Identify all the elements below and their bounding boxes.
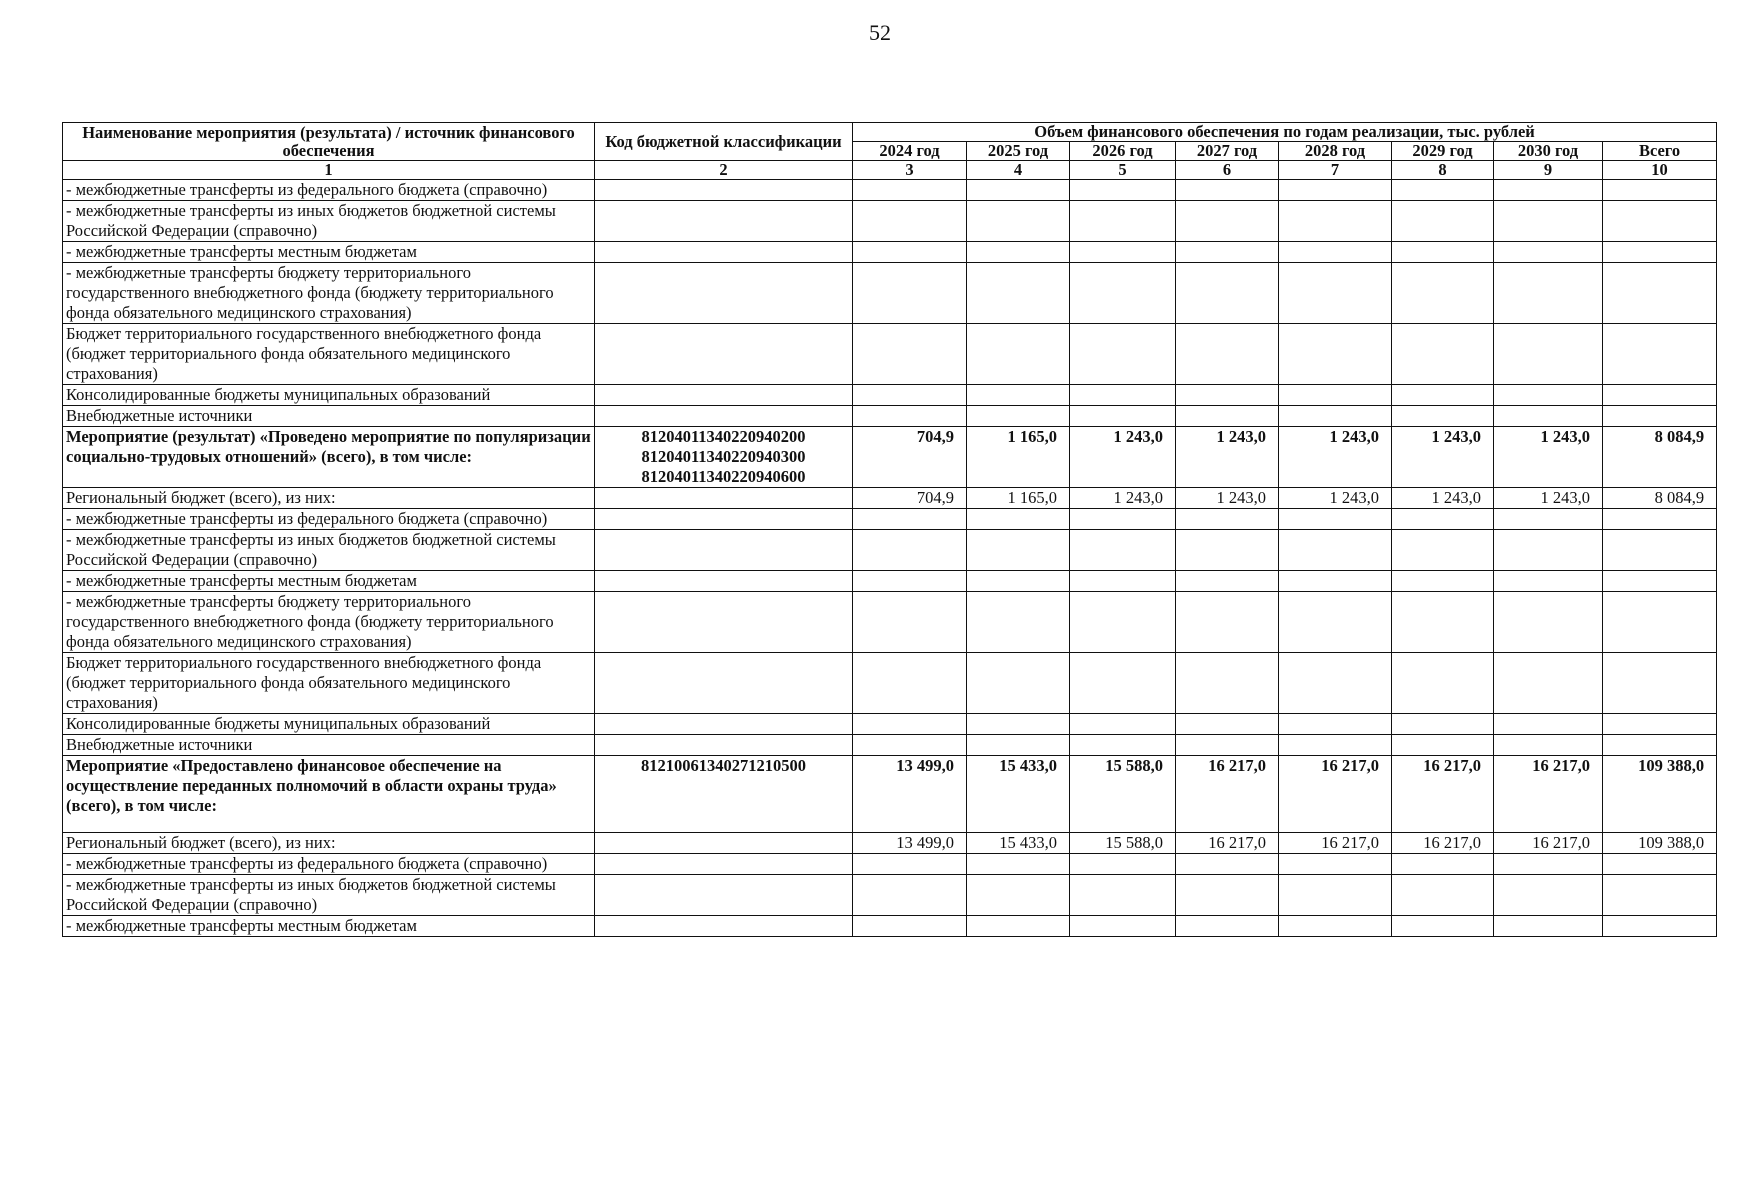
row-name-cell: - межбюджетные трансферты из иных бюджетов бюджетной системы Российской Федерации (справочно): [63, 875, 595, 916]
row-year-value-cell: [1392, 180, 1494, 201]
column-number: 6: [1176, 161, 1279, 180]
row-year-value-cell: [1176, 571, 1279, 592]
row-year-value-cell: [967, 406, 1070, 427]
table-row: [63, 385, 1717, 406]
table-row: [63, 735, 1717, 756]
table-row: [63, 488, 1717, 509]
row-total-cell: [1603, 735, 1717, 756]
row-year-value-cell: [1392, 242, 1494, 263]
row-year-value-cell: [1392, 530, 1494, 571]
row-year-value-cell: [1494, 406, 1603, 427]
row-year-value-cell: 1 243,0: [1176, 427, 1279, 488]
row-name-cell: Мероприятие (результат) «Проведено мероприятие по популяризации социально-трудовых отношений» (всего), в том числе:: [63, 427, 595, 488]
row-code-cell: [595, 406, 853, 427]
row-year-value-cell: 13 499,0: [853, 756, 967, 833]
row-total-cell: [1603, 242, 1717, 263]
row-code-cell: [595, 180, 853, 201]
financing-table: [62, 122, 1717, 937]
row-total-cell: 109 388,0: [1603, 833, 1717, 854]
table-row: [63, 263, 1717, 324]
row-year-value-cell: 16 217,0: [1392, 833, 1494, 854]
row-year-value-cell: [967, 714, 1070, 735]
row-year-value-cell: 1 243,0: [1279, 488, 1392, 509]
row-name-cell: Консолидированные бюджеты муниципальных образований: [63, 385, 595, 406]
row-year-value-cell: [1070, 530, 1176, 571]
row-name-cell: - межбюджетные трансферты местным бюджетам: [63, 242, 595, 263]
row-name-cell: - межбюджетные трансферты местным бюджетам: [63, 571, 595, 592]
row-year-value-cell: [1279, 385, 1392, 406]
row-year-value-cell: [967, 201, 1070, 242]
row-name-cell: - межбюджетные трансферты из иных бюджетов бюджетной системы Российской Федерации (справочно): [63, 201, 595, 242]
header-year: 2027 год: [1176, 142, 1279, 161]
row-year-value-cell: 16 217,0: [1176, 833, 1279, 854]
row-year-value-cell: [1176, 406, 1279, 427]
row-year-value-cell: [1070, 571, 1176, 592]
row-year-value-cell: [853, 242, 967, 263]
row-name-cell: Консолидированные бюджеты муниципальных образований: [63, 714, 595, 735]
row-year-value-cell: [967, 324, 1070, 385]
table-row: [63, 833, 1717, 854]
column-number: 9: [1494, 161, 1603, 180]
row-code-cell: [595, 488, 853, 509]
row-year-value-cell: 1 243,0: [1070, 427, 1176, 488]
row-code-cell: [595, 714, 853, 735]
row-year-value-cell: [967, 875, 1070, 916]
row-code-cell: [595, 875, 853, 916]
row-total-cell: [1603, 385, 1717, 406]
table-header: [63, 123, 1717, 180]
row-year-value-cell: [853, 509, 967, 530]
row-total-cell: [1603, 653, 1717, 714]
row-year-value-cell: [1279, 324, 1392, 385]
column-number: 10: [1603, 161, 1717, 180]
row-year-value-cell: [1176, 875, 1279, 916]
financing-table-container: [62, 122, 1716, 937]
row-year-value-cell: 15 588,0: [1070, 833, 1176, 854]
row-year-value-cell: [1494, 653, 1603, 714]
row-code-cell: [595, 509, 853, 530]
row-year-value-cell: [1279, 854, 1392, 875]
header-year: 2029 год: [1392, 142, 1494, 161]
column-number: 5: [1070, 161, 1176, 180]
row-year-value-cell: 1 243,0: [1392, 427, 1494, 488]
row-year-value-cell: [1279, 735, 1392, 756]
row-year-value-cell: [1279, 714, 1392, 735]
row-total-cell: [1603, 406, 1717, 427]
row-name-cell: Внебюджетные источники: [63, 735, 595, 756]
row-year-value-cell: [1070, 653, 1176, 714]
table-row: [63, 180, 1717, 201]
row-year-value-cell: 704,9: [853, 488, 967, 509]
row-name-cell: Бюджет территориального государственного внебюджетного фонда (бюджет территориального фонда обязательного медицинского страхования): [63, 653, 595, 714]
row-year-value-cell: [1392, 916, 1494, 937]
row-year-value-cell: 1 165,0: [967, 488, 1070, 509]
row-year-value-cell: [853, 653, 967, 714]
row-year-value-cell: [853, 714, 967, 735]
table-row: [63, 714, 1717, 735]
row-total-cell: [1603, 263, 1717, 324]
row-name-cell: Региональный бюджет (всего), из них:: [63, 833, 595, 854]
row-name-cell: Бюджет территориального государственного внебюджетного фонда (бюджет территориального фонда обязательного медицинского страхования): [63, 324, 595, 385]
table-row: [63, 653, 1717, 714]
row-year-value-cell: [1279, 571, 1392, 592]
table-body: [63, 180, 1717, 937]
row-year-value-cell: [1494, 735, 1603, 756]
row-year-value-cell: [1070, 406, 1176, 427]
row-year-value-cell: [1279, 509, 1392, 530]
row-year-value-cell: [1392, 714, 1494, 735]
row-code-cell: [595, 833, 853, 854]
page-number: 52: [869, 20, 891, 45]
table-row: [63, 875, 1717, 916]
row-year-value-cell: [1070, 714, 1176, 735]
row-year-value-cell: [853, 854, 967, 875]
row-year-value-cell: [1070, 180, 1176, 201]
row-year-value-cell: [1176, 201, 1279, 242]
row-total-cell: 109 388,0: [1603, 756, 1717, 833]
row-year-value-cell: [1494, 530, 1603, 571]
row-year-value-cell: [1070, 242, 1176, 263]
row-year-value-cell: [1392, 854, 1494, 875]
row-year-value-cell: 704,9: [853, 427, 967, 488]
row-year-value-cell: [1176, 592, 1279, 653]
row-year-value-cell: [853, 180, 967, 201]
row-code-cell: [595, 592, 853, 653]
row-year-value-cell: [853, 735, 967, 756]
row-year-value-cell: 15 588,0: [1070, 756, 1176, 833]
row-year-value-cell: [1176, 714, 1279, 735]
row-total-cell: [1603, 714, 1717, 735]
row-year-value-cell: [967, 242, 1070, 263]
row-year-value-cell: [1494, 916, 1603, 937]
row-year-value-cell: 16 217,0: [1279, 756, 1392, 833]
table-row: [63, 592, 1717, 653]
row-year-value-cell: 15 433,0: [967, 833, 1070, 854]
row-total-cell: [1603, 875, 1717, 916]
row-year-value-cell: [1279, 263, 1392, 324]
row-year-value-cell: 16 217,0: [1392, 756, 1494, 833]
header-financing-group: Объем финансового обеспечения по годам реализации, тыс. рублей: [853, 123, 1717, 142]
header-year: 2025 год: [967, 142, 1070, 161]
column-number: 1: [63, 161, 595, 180]
row-total-cell: [1603, 916, 1717, 937]
row-year-value-cell: [1392, 875, 1494, 916]
row-year-value-cell: [1176, 653, 1279, 714]
table-row: [63, 324, 1717, 385]
row-year-value-cell: 1 243,0: [1494, 427, 1603, 488]
row-year-value-cell: [1392, 571, 1494, 592]
row-year-value-cell: [1494, 571, 1603, 592]
row-year-value-cell: [853, 592, 967, 653]
row-year-value-cell: [1070, 324, 1176, 385]
row-year-value-cell: [1392, 406, 1494, 427]
header-year: 2030 год: [1494, 142, 1603, 161]
row-name-cell: Внебюджетные источники: [63, 406, 595, 427]
row-year-value-cell: [1392, 592, 1494, 653]
table-row: [63, 916, 1717, 937]
row-year-value-cell: [853, 916, 967, 937]
row-year-value-cell: 16 217,0: [1494, 756, 1603, 833]
row-total-cell: 8 084,9: [1603, 427, 1717, 488]
row-year-value-cell: [967, 735, 1070, 756]
row-year-value-cell: [1392, 735, 1494, 756]
row-total-cell: [1603, 180, 1717, 201]
row-year-value-cell: [1494, 242, 1603, 263]
row-year-value-cell: [1494, 263, 1603, 324]
row-year-value-cell: 13 499,0: [853, 833, 967, 854]
row-year-value-cell: [853, 324, 967, 385]
row-name-cell: - межбюджетные трансферты из федерального бюджета (справочно): [63, 509, 595, 530]
row-year-value-cell: [853, 875, 967, 916]
row-year-value-cell: [1070, 735, 1176, 756]
row-year-value-cell: [1070, 509, 1176, 530]
row-year-value-cell: [1070, 201, 1176, 242]
row-code-cell: [595, 735, 853, 756]
row-year-value-cell: [1070, 875, 1176, 916]
row-code-cell: [595, 571, 853, 592]
row-year-value-cell: [1070, 592, 1176, 653]
row-year-value-cell: [967, 385, 1070, 406]
column-number: 3: [853, 161, 967, 180]
row-year-value-cell: 1 243,0: [1176, 488, 1279, 509]
row-year-value-cell: [967, 571, 1070, 592]
row-name-cell: - межбюджетные трансферты бюджету территориального государственного внебюджетного фонда (бюджету территориального фонда обязательного медицинского страхования): [63, 263, 595, 324]
row-year-value-cell: [967, 854, 1070, 875]
row-year-value-cell: [1070, 263, 1176, 324]
row-year-value-cell: [1392, 509, 1494, 530]
row-year-value-cell: [967, 592, 1070, 653]
row-year-value-cell: [1176, 385, 1279, 406]
row-year-value-cell: [853, 263, 967, 324]
row-year-value-cell: [1279, 242, 1392, 263]
row-code-cell: [595, 263, 853, 324]
row-year-value-cell: [1176, 509, 1279, 530]
row-total-cell: [1603, 592, 1717, 653]
row-year-value-cell: 1 243,0: [1392, 488, 1494, 509]
row-year-value-cell: [1279, 201, 1392, 242]
row-year-value-cell: [1279, 406, 1392, 427]
column-number: 7: [1279, 161, 1392, 180]
row-year-value-cell: [1070, 854, 1176, 875]
header-total: Всего: [1603, 142, 1717, 161]
row-year-value-cell: [1494, 509, 1603, 530]
header-year: 2028 год: [1279, 142, 1392, 161]
row-code-cell: [595, 530, 853, 571]
row-year-value-cell: [1392, 653, 1494, 714]
row-year-value-cell: 1 243,0: [1070, 488, 1176, 509]
row-year-value-cell: [1392, 201, 1494, 242]
row-year-value-cell: 15 433,0: [967, 756, 1070, 833]
row-year-value-cell: [1392, 385, 1494, 406]
row-year-value-cell: [1494, 180, 1603, 201]
table-row: [63, 406, 1717, 427]
row-year-value-cell: [1176, 916, 1279, 937]
row-code-cell: [595, 242, 853, 263]
row-year-value-cell: [1176, 530, 1279, 571]
row-total-cell: [1603, 571, 1717, 592]
header-year: 2026 год: [1070, 142, 1176, 161]
row-year-value-cell: [853, 571, 967, 592]
row-year-value-cell: [1279, 653, 1392, 714]
row-year-value-cell: 16 217,0: [1494, 833, 1603, 854]
row-year-value-cell: [853, 530, 967, 571]
row-year-value-cell: [967, 180, 1070, 201]
row-code-cell: [595, 916, 853, 937]
row-year-value-cell: [1279, 530, 1392, 571]
row-total-cell: [1603, 324, 1717, 385]
row-name-cell: - межбюджетные трансферты местным бюджетам: [63, 916, 595, 937]
row-year-value-cell: [1070, 916, 1176, 937]
row-year-value-cell: [1279, 916, 1392, 937]
row-total-cell: 8 084,9: [1603, 488, 1717, 509]
column-number: 8: [1392, 161, 1494, 180]
row-year-value-cell: [1070, 385, 1176, 406]
row-name-cell: - межбюджетные трансферты бюджету территориального государственного внебюджетного фонда (бюджету территориального фонда обязательного медицинского страхования): [63, 592, 595, 653]
row-code-cell: 81210061340271210500: [595, 756, 853, 833]
column-number: 2: [595, 161, 853, 180]
table-row: [63, 854, 1717, 875]
row-name-cell: - межбюджетные трансферты из иных бюджетов бюджетной системы Российской Федерации (справочно): [63, 530, 595, 571]
column-number: 4: [967, 161, 1070, 180]
table-row: [63, 427, 1717, 488]
row-code-cell: 81204011340220940200 81204011340220940300 81204011340220940600: [595, 427, 853, 488]
row-year-value-cell: [853, 406, 967, 427]
table-row: [63, 242, 1717, 263]
row-year-value-cell: [1494, 324, 1603, 385]
row-code-cell: [595, 854, 853, 875]
row-year-value-cell: [1176, 263, 1279, 324]
row-year-value-cell: [967, 653, 1070, 714]
row-year-value-cell: [1392, 324, 1494, 385]
row-year-value-cell: [1176, 735, 1279, 756]
row-year-value-cell: [1494, 714, 1603, 735]
row-code-cell: [595, 385, 853, 406]
table-row: [63, 201, 1717, 242]
row-year-value-cell: [1279, 180, 1392, 201]
row-year-value-cell: [967, 530, 1070, 571]
row-year-value-cell: [1176, 854, 1279, 875]
row-total-cell: [1603, 854, 1717, 875]
row-total-cell: [1603, 201, 1717, 242]
row-name-cell: - межбюджетные трансферты из федерального бюджета (справочно): [63, 180, 595, 201]
header-year: 2024 год: [853, 142, 967, 161]
header-name-column: Наименование мероприятия (результата) / источник финансового обеспечения: [63, 123, 595, 161]
row-code-cell: [595, 653, 853, 714]
row-year-value-cell: [1279, 875, 1392, 916]
row-year-value-cell: 1 165,0: [967, 427, 1070, 488]
row-year-value-cell: [967, 509, 1070, 530]
row-year-value-cell: [1494, 201, 1603, 242]
row-code-cell: [595, 201, 853, 242]
row-year-value-cell: [853, 385, 967, 406]
row-year-value-cell: [1392, 263, 1494, 324]
row-year-value-cell: [967, 916, 1070, 937]
row-year-value-cell: [853, 201, 967, 242]
row-year-value-cell: [1176, 180, 1279, 201]
row-year-value-cell: 1 243,0: [1494, 488, 1603, 509]
row-year-value-cell: [1176, 242, 1279, 263]
row-total-cell: [1603, 509, 1717, 530]
table-row: [63, 509, 1717, 530]
table-row: [63, 530, 1717, 571]
row-year-value-cell: [967, 263, 1070, 324]
row-name-cell: Региональный бюджет (всего), из них:: [63, 488, 595, 509]
row-year-value-cell: 16 217,0: [1176, 756, 1279, 833]
row-year-value-cell: 1 243,0: [1279, 427, 1392, 488]
row-name-cell: Мероприятие «Предоставлено финансовое обеспечение на осуществление переданных полномочий в области охраны труда» (всего), в том числе:: [63, 756, 595, 833]
row-code-cell: [595, 324, 853, 385]
table-row: [63, 756, 1717, 833]
row-year-value-cell: [1176, 324, 1279, 385]
row-year-value-cell: [1494, 875, 1603, 916]
table-row: [63, 571, 1717, 592]
row-year-value-cell: [1494, 385, 1603, 406]
row-year-value-cell: [1494, 854, 1603, 875]
header-code-column: Код бюджетной классификации: [595, 123, 853, 161]
row-year-value-cell: [1494, 592, 1603, 653]
row-total-cell: [1603, 530, 1717, 571]
row-year-value-cell: [1279, 592, 1392, 653]
row-name-cell: - межбюджетные трансферты из федерального бюджета (справочно): [63, 854, 595, 875]
row-year-value-cell: 16 217,0: [1279, 833, 1392, 854]
